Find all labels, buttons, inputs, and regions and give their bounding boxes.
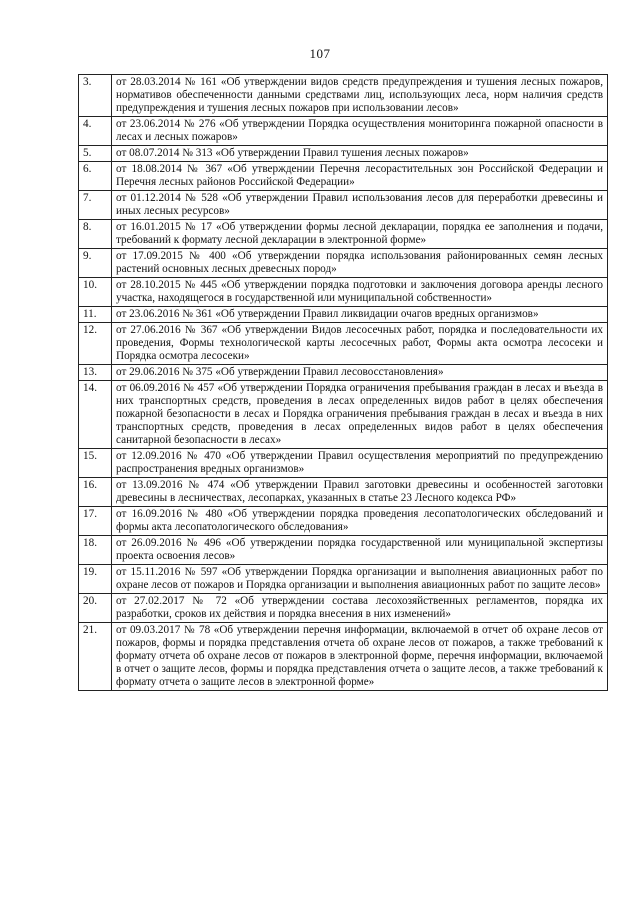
table-row bbox=[79, 478, 608, 507]
row-text: от 18.08.2014 № 367 «Об утверждении Перечня лесорастительных зон Российской Федерации и Перечня лесных районов Российской Федерации» bbox=[112, 162, 608, 191]
row-text: от 01.12.2014 № 528 «Об утверждении Правил использования лесов для переработки древесины и иных лесных ресурсов» bbox=[112, 191, 608, 220]
row-number: 7. bbox=[79, 191, 112, 220]
row-number: 17. bbox=[79, 507, 112, 536]
table-row bbox=[79, 249, 608, 278]
row-number: 4. bbox=[79, 117, 112, 146]
row-number: 13. bbox=[79, 365, 112, 381]
table-row bbox=[79, 594, 608, 623]
row-number: 11. bbox=[79, 307, 112, 323]
row-text: от 29.06.2016 № 375 «Об утверждении Правил лесовосстановления» bbox=[112, 365, 608, 381]
regulations-table bbox=[78, 74, 608, 691]
table-row bbox=[79, 449, 608, 478]
row-number: 9. bbox=[79, 249, 112, 278]
row-number: 15. bbox=[79, 449, 112, 478]
row-text: от 28.03.2014 № 161 «Об утверждении видов средств предупреждения и тушения лесных пожаров, нормативов обеспеченности данными средствами лиц, использующих леса, норм наличия средств предупреждения и тушения лесных пожаров при использовании лесов» bbox=[112, 75, 608, 117]
row-text: от 27.06.2016 № 367 «Об утверждении Видов лесосечных работ, порядка и последовательности их проведения, Формы технологической карты лесосечных работ, Формы акта осмотра лесосеки и Порядка осмотра лесосеки» bbox=[112, 323, 608, 365]
table-row bbox=[79, 146, 608, 162]
table-row bbox=[79, 307, 608, 323]
row-number: 10. bbox=[79, 278, 112, 307]
regulations-table-body bbox=[79, 75, 608, 691]
table-row bbox=[79, 191, 608, 220]
page-number: 107 bbox=[309, 46, 331, 61]
row-text: от 08.07.2014 № 313 «Об утверждении Правил тушения лесных пожаров» bbox=[112, 146, 608, 162]
row-text: от 17.09.2015 № 400 «Об утверждении порядка использования районированных семян лесных растений основных лесных древесных пород» bbox=[112, 249, 608, 278]
row-text: от 16.09.2016 № 480 «Об утверждении порядка проведения лесопатологических обследований и формы акта лесопатологического обследования» bbox=[112, 507, 608, 536]
row-text: от 06.09.2016 № 457 «Об утверждении Порядка ограничения пребывания граждан в лесах и въезда в них транспортных средств, проведения в лесах определенных видов работ в целях обеспечения пожарной безопасности в лесах и Порядка ограничения пребывания граждан в лесах и въезда в них транспортных средств, проведения в лесах определенных видов работ в целях обеспечения санитарной безопасности в лесах» bbox=[112, 381, 608, 449]
table-row bbox=[79, 507, 608, 536]
table-row bbox=[79, 536, 608, 565]
table-row bbox=[79, 220, 608, 249]
table-row bbox=[79, 75, 608, 117]
row-number: 8. bbox=[79, 220, 112, 249]
table-row bbox=[79, 117, 608, 146]
row-text: от 15.11.2016 № 597 «Об утверждении Порядка организации и выполнения авиационных работ по охране лесов от пожаров и Порядка организации и выполнения авиационных работ по защите лесов» bbox=[112, 565, 608, 594]
table-row bbox=[79, 381, 608, 449]
row-text: от 23.06.2016 № 361 «Об утверждении Правил ликвидации очагов вредных организмов» bbox=[112, 307, 608, 323]
row-text: от 13.09.2016 № 474 «Об утверждении Правил заготовки древесины и особенностей заготовки древесины в лесничествах, лесопарках, указанных в статье 23 Лесного кодекса РФ» bbox=[112, 478, 608, 507]
table-row bbox=[79, 365, 608, 381]
row-number: 5. bbox=[79, 146, 112, 162]
table-row bbox=[79, 323, 608, 365]
table-row bbox=[79, 623, 608, 691]
row-text: от 28.10.2015 № 445 «Об утверждении порядка подготовки и заключения договора аренды лесного участка, находящегося в государственной или муниципальной собственности» bbox=[112, 278, 608, 307]
row-number: 21. bbox=[79, 623, 112, 691]
table-row bbox=[79, 162, 608, 191]
row-number: 6. bbox=[79, 162, 112, 191]
row-number: 12. bbox=[79, 323, 112, 365]
row-number: 16. bbox=[79, 478, 112, 507]
row-number: 20. bbox=[79, 594, 112, 623]
table-row bbox=[79, 278, 608, 307]
row-text: от 16.01.2015 № 17 «Об утверждении формы лесной декларации, порядка ее заполнения и подачи, требований к формату лесной декларации в электронной форме» bbox=[112, 220, 608, 249]
row-text: от 26.09.2016 № 496 «Об утверждении порядка государственной или муниципальной экспертизы проекта освоения лесов» bbox=[112, 536, 608, 565]
row-text: от 09.03.2017 № 78 «Об утверждении перечня информации, включаемой в отчет об охране лесов от пожаров, формы и порядка представления отчета об охране лесов от пожаров, а также требований к формату отчета об охране лесов от пожаров в электронной форме, перечня информации, включаемой в отчет о защите лесов, формы и порядка представления отчета о защите лесов, а также требований к формату отчета о защите лесов в электронной форме» bbox=[112, 623, 608, 691]
row-number: 18. bbox=[79, 536, 112, 565]
row-text: от 23.06.2014 № 276 «Об утверждении Порядка осуществления мониторинга пожарной опасности в лесах и лесных пожаров» bbox=[112, 117, 608, 146]
row-number: 14. bbox=[79, 381, 112, 449]
row-number: 3. bbox=[79, 75, 112, 117]
row-text: от 27.02.2017 № 72 «Об утверждении состава лесохозяйственных регламентов, порядка их разработки, сроков их действия и порядка внесения в них изменений» bbox=[112, 594, 608, 623]
row-text: от 12.09.2016 № 470 «Об утверждении Правил осуществления мероприятий по предупреждению распространения вредных организмов» bbox=[112, 449, 608, 478]
table-row bbox=[79, 565, 608, 594]
row-number: 19. bbox=[79, 565, 112, 594]
